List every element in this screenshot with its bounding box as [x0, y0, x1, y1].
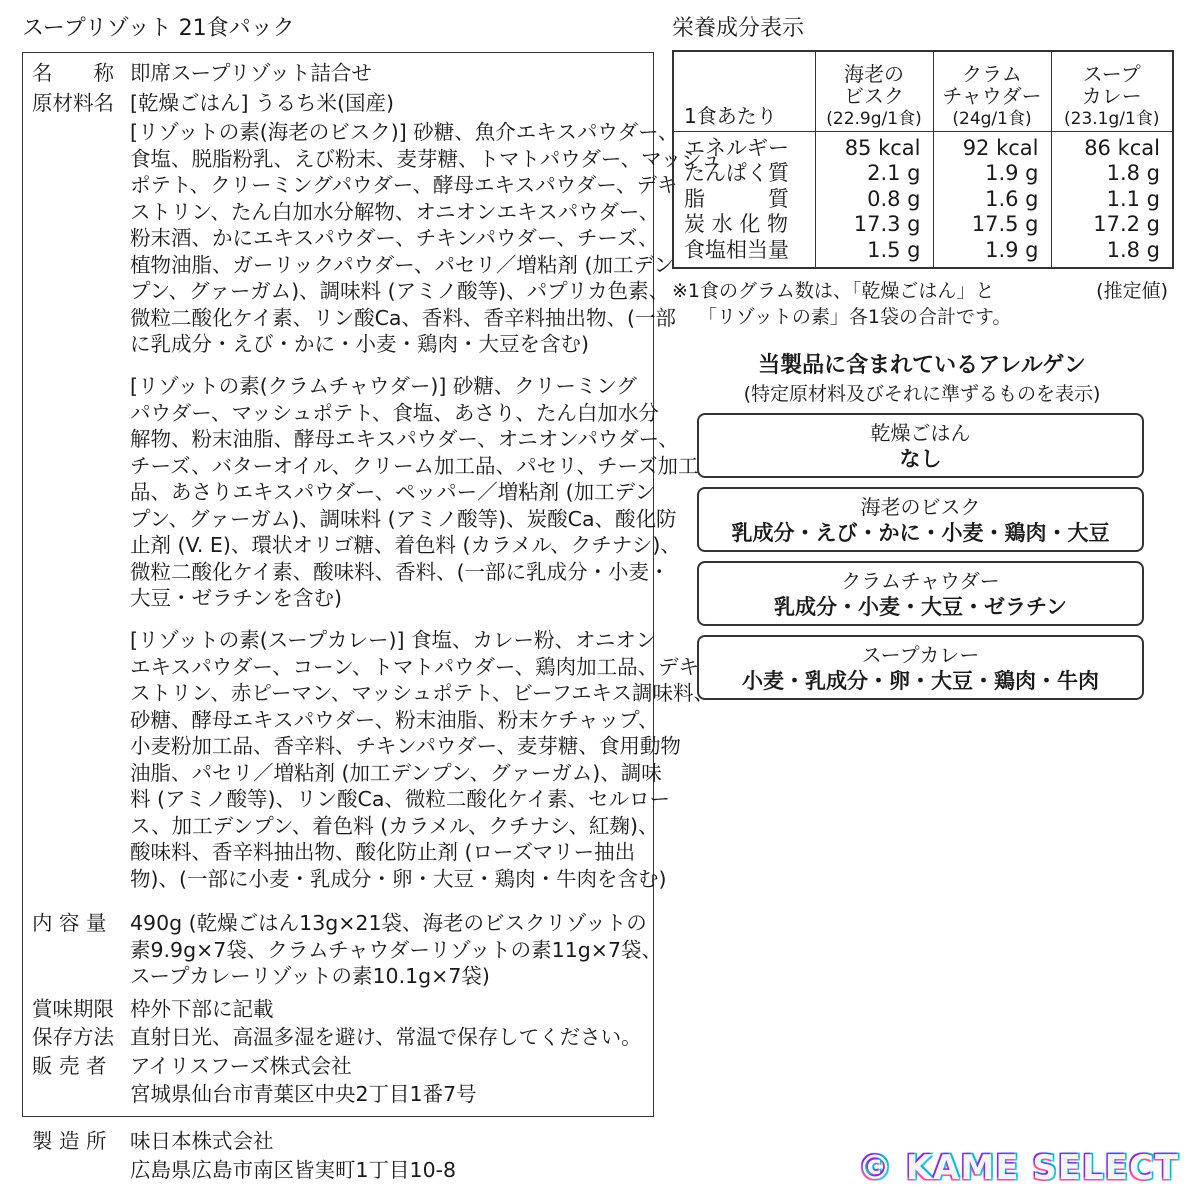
nutrient-value: 85 kcal: [844, 135, 921, 160]
nutrient-value: 1.5 g: [867, 237, 921, 262]
column-name: クラム: [962, 61, 1022, 86]
allergen-item-value: なし: [899, 447, 942, 471]
nutrient-value: 17.3 g: [853, 212, 921, 236]
text-line: パウダー、マッシュポテト、食塩、あさり、たん白加水分: [130, 400, 659, 425]
text-line: 砂糖、酵母エキスパウダー、粉末油脂、粉末ケチャップ、: [130, 707, 659, 732]
nutrient-value: 17.2 g: [1093, 212, 1160, 236]
column-header-bisque: [815, 51, 933, 131]
text-line: 止剤 (V. E)、環状オリゴ糖、着色料 (カラメル、クチナシ)、: [130, 533, 681, 557]
watermark: © KAME SELECT: [858, 1148, 1180, 1188]
column-name: 海老の: [844, 61, 904, 86]
row-label: 名 称: [32, 61, 114, 85]
column-header-curry: [1051, 51, 1173, 131]
text-line: プン、グァーガム)、調味料 (アミノ酸等)、パプリカ色素、: [130, 279, 670, 303]
nutrition-title: 栄養成分表示: [672, 16, 805, 41]
text-line: 小麦粉加工品、香辛料、チキンパウダー、麦芽糖、食用動物: [130, 734, 681, 758]
allergen-item-name: 乾燥ごはん: [870, 421, 971, 445]
allergen-subtitle: (特定原材料及びそれに準ずるものを表示): [743, 383, 1101, 405]
text-line: 植物油脂、ガーリックパウダー、パセリ／増粘剤 (加工デン: [130, 252, 675, 277]
column-name: ビスク: [844, 83, 904, 108]
row-label: 販 売 者: [32, 1054, 107, 1078]
allergen-box-bisque: [697, 487, 1144, 552]
nutrient-value: 1.8 g: [1106, 161, 1160, 185]
text-line: アイリスフーズ株式会社: [130, 1054, 352, 1078]
column-name: スープ: [1082, 61, 1141, 86]
row-value: [130, 910, 662, 990]
note-line: 「リゾットの素」各1袋の合計です。: [698, 306, 1012, 328]
nutrient-value: 1.9 g: [985, 237, 1039, 262]
allergen-title: 当製品に含まれているアレルゲン: [758, 353, 1086, 378]
column-name: チャウダー: [942, 83, 1042, 108]
nutrient-name: たんぱく質: [684, 161, 789, 185]
nutrient-value: 2.1 g: [867, 161, 921, 185]
values-clam: [933, 131, 1051, 268]
text-line: 大豆・ゼラチンを含む): [130, 586, 342, 610]
text-line: 490g (乾燥ごはん13g×21袋、海老のビスクリゾットの: [130, 911, 647, 935]
allergen-item-name: クラムチャウダー: [841, 569, 1000, 593]
nutrient-value: 1.1 g: [1106, 186, 1160, 211]
text-line: ス、加工デンプン、着色料 (カラメル、クチナシ、紅麹)、: [130, 813, 659, 838]
nutrient-value: 1.8 g: [1106, 237, 1160, 262]
text-line: [リゾットの素(クラムチャウダー)] 砂糖、クリーミング: [130, 374, 637, 398]
text-line: 素9.9g×7袋、クラムチャウダーリゾットの素11g×7袋、: [130, 937, 662, 962]
text-line: 広島県広島市南区皆実町1丁目10-8: [130, 1158, 457, 1182]
per-serving-header: [673, 51, 815, 131]
column-weight: (22.9g/1食): [826, 108, 922, 129]
nutrient-value: 86 kcal: [1084, 135, 1160, 160]
text-line: 食塩、脱脂粉乳、えび粉末、麦芽糖、トマトパウダー、マッシュ: [130, 146, 722, 171]
text-line: 酸味料、香辛料抽出物、酸化防止剤 (ローズマリー抽出: [130, 840, 636, 864]
nutrient-names: [673, 131, 815, 268]
per-serving-label: 1食あたり: [684, 103, 777, 128]
nutrition-table: [672, 50, 1174, 269]
nutrient-name: 脂 質: [684, 186, 789, 211]
column-name: カレー: [1081, 83, 1142, 108]
text-line: に乳成分・えび・かに・小麦・鶏肉・大豆を含む): [130, 332, 589, 356]
row-value: [130, 1053, 477, 1109]
text-line: チーズ、バターオイル、クリーム加工品、パセリ、チーズ加工: [130, 453, 699, 478]
allergen-item-value: 小麦・乳成分・卵・大豆・鶏肉・牛肉: [742, 669, 1099, 693]
ingredients-clam: [130, 373, 698, 612]
text-line: 料 (アミノ酸等)、リン酸Ca、微粒二酸化ケイ素、セルロー: [130, 787, 670, 811]
text-line: 油脂、パセリ／増粘剤 (加工デンプン、グァーガム)、調味: [130, 760, 662, 785]
estimated-label: (推定値): [1096, 280, 1168, 302]
text-line: 粉末酒、かにエキスパウダー、チキンパウダー、チーズ、: [130, 226, 659, 250]
allergen-item-name: 海老のビスク: [860, 495, 981, 519]
nutrient-value: 1.6 g: [985, 186, 1039, 211]
nutrient-value: 92 kcal: [962, 135, 1039, 160]
text-line: ストリン、たん白加水分解物、オニオンエキスパウダー、: [130, 199, 660, 224]
row-value: 直射日光、高温多湿を避け、常温で保存してください。: [130, 1025, 642, 1049]
nutrient-value: 0.8 g: [867, 186, 921, 211]
row-label: 原材料名: [32, 91, 114, 115]
values-curry: [1051, 131, 1173, 268]
nutrient-value: 17.5 g: [971, 212, 1039, 236]
text-line: 微粒二酸化ケイ素、酸味料、香料、(一部に乳成分・小麦・: [130, 559, 670, 584]
nutrient-value: 1.9 g: [985, 161, 1039, 185]
row-value: [130, 1128, 456, 1186]
row-value: 即席スープリゾット詰合せ: [130, 61, 372, 85]
text-line: スープカレーリゾットの素10.1g×7袋): [130, 964, 490, 988]
allergen-box-rice: [697, 413, 1144, 478]
column-weight: (23.1g/1食): [1064, 108, 1160, 129]
allergen-box-curry: [697, 635, 1144, 700]
text-line: ポテト、クリーミングパウダー、酵母エキスパウダー、デキ: [130, 173, 678, 197]
allergen-item-name: スープカレー: [861, 643, 980, 667]
text-line: 味日本株式会社: [130, 1129, 274, 1153]
row-label: 賞味期限: [32, 997, 114, 1021]
row-value: [乾燥ごはん] うるち米(国産): [130, 91, 395, 115]
note-line: ※1食のグラム数は、「乾燥ごはん」と: [672, 280, 995, 302]
text-line: [リゾットの素(海老のビスク)] 砂糖、魚介エキスパウダー、: [130, 120, 679, 144]
allergen-item-value: 乳成分・小麦・大豆・ゼラチン: [774, 595, 1067, 619]
nutrition-header-row: [673, 51, 1173, 131]
row-value: 枠外下部に記載: [130, 997, 274, 1021]
nutrient-name: 炭 水 化 物: [684, 212, 789, 236]
text-line: 微粒二酸化ケイ素、リン酸Ca、香料、香辛料抽出物、(一部: [130, 305, 676, 330]
values-bisque: [815, 131, 933, 268]
text-line: ストリン、赤ピーマン、マッシュポテト、ビーフエキス調味料、: [130, 681, 715, 705]
nutrient-name: エネルギー: [684, 135, 789, 160]
row-label: 製 造 所: [32, 1129, 107, 1153]
text-line: エキスパウダー、コーン、トマトパウダー、鶏肉加工品、デキ: [130, 654, 700, 679]
text-line: 宮城県仙台市青葉区中央2丁目1番7号: [130, 1082, 477, 1106]
ingredients-curry: [130, 627, 714, 892]
column-weight: (24g/1食): [952, 108, 1032, 129]
allergen-box-clam: [697, 561, 1144, 626]
column-header-clam: [933, 51, 1051, 131]
text-line: プン、グァーガム)、調味料 (アミノ酸等)、炭酸Ca、酸化防: [130, 506, 677, 531]
text-line: 品、あさりエキスパウダー、ペッパー／増粘剤 (加工デン: [130, 480, 656, 504]
text-line: 解物、粉末油脂、酵母エキスパウダー、オニオンパウダー、: [130, 427, 679, 451]
allergen-item-value: 乳成分・えび・かに・小麦・鶏肉・大豆: [731, 521, 1110, 545]
row-label: 保存方法: [32, 1025, 114, 1049]
row-label: 内 容 量: [32, 911, 107, 935]
product-title: スープリゾット 21食パック: [22, 16, 295, 41]
ingredients-bisque: [130, 119, 722, 358]
text-line: 物)、(一部に小麦・乳成分・卵・大豆・鶏肉・牛肉を含む): [130, 866, 667, 891]
nutrient-name: 食塩相当量: [684, 237, 789, 262]
nutrition-body-row: [673, 131, 1173, 268]
text-line: [リゾットの素(スープカレー)] 食塩、カレー粉、オニオン: [130, 628, 657, 652]
